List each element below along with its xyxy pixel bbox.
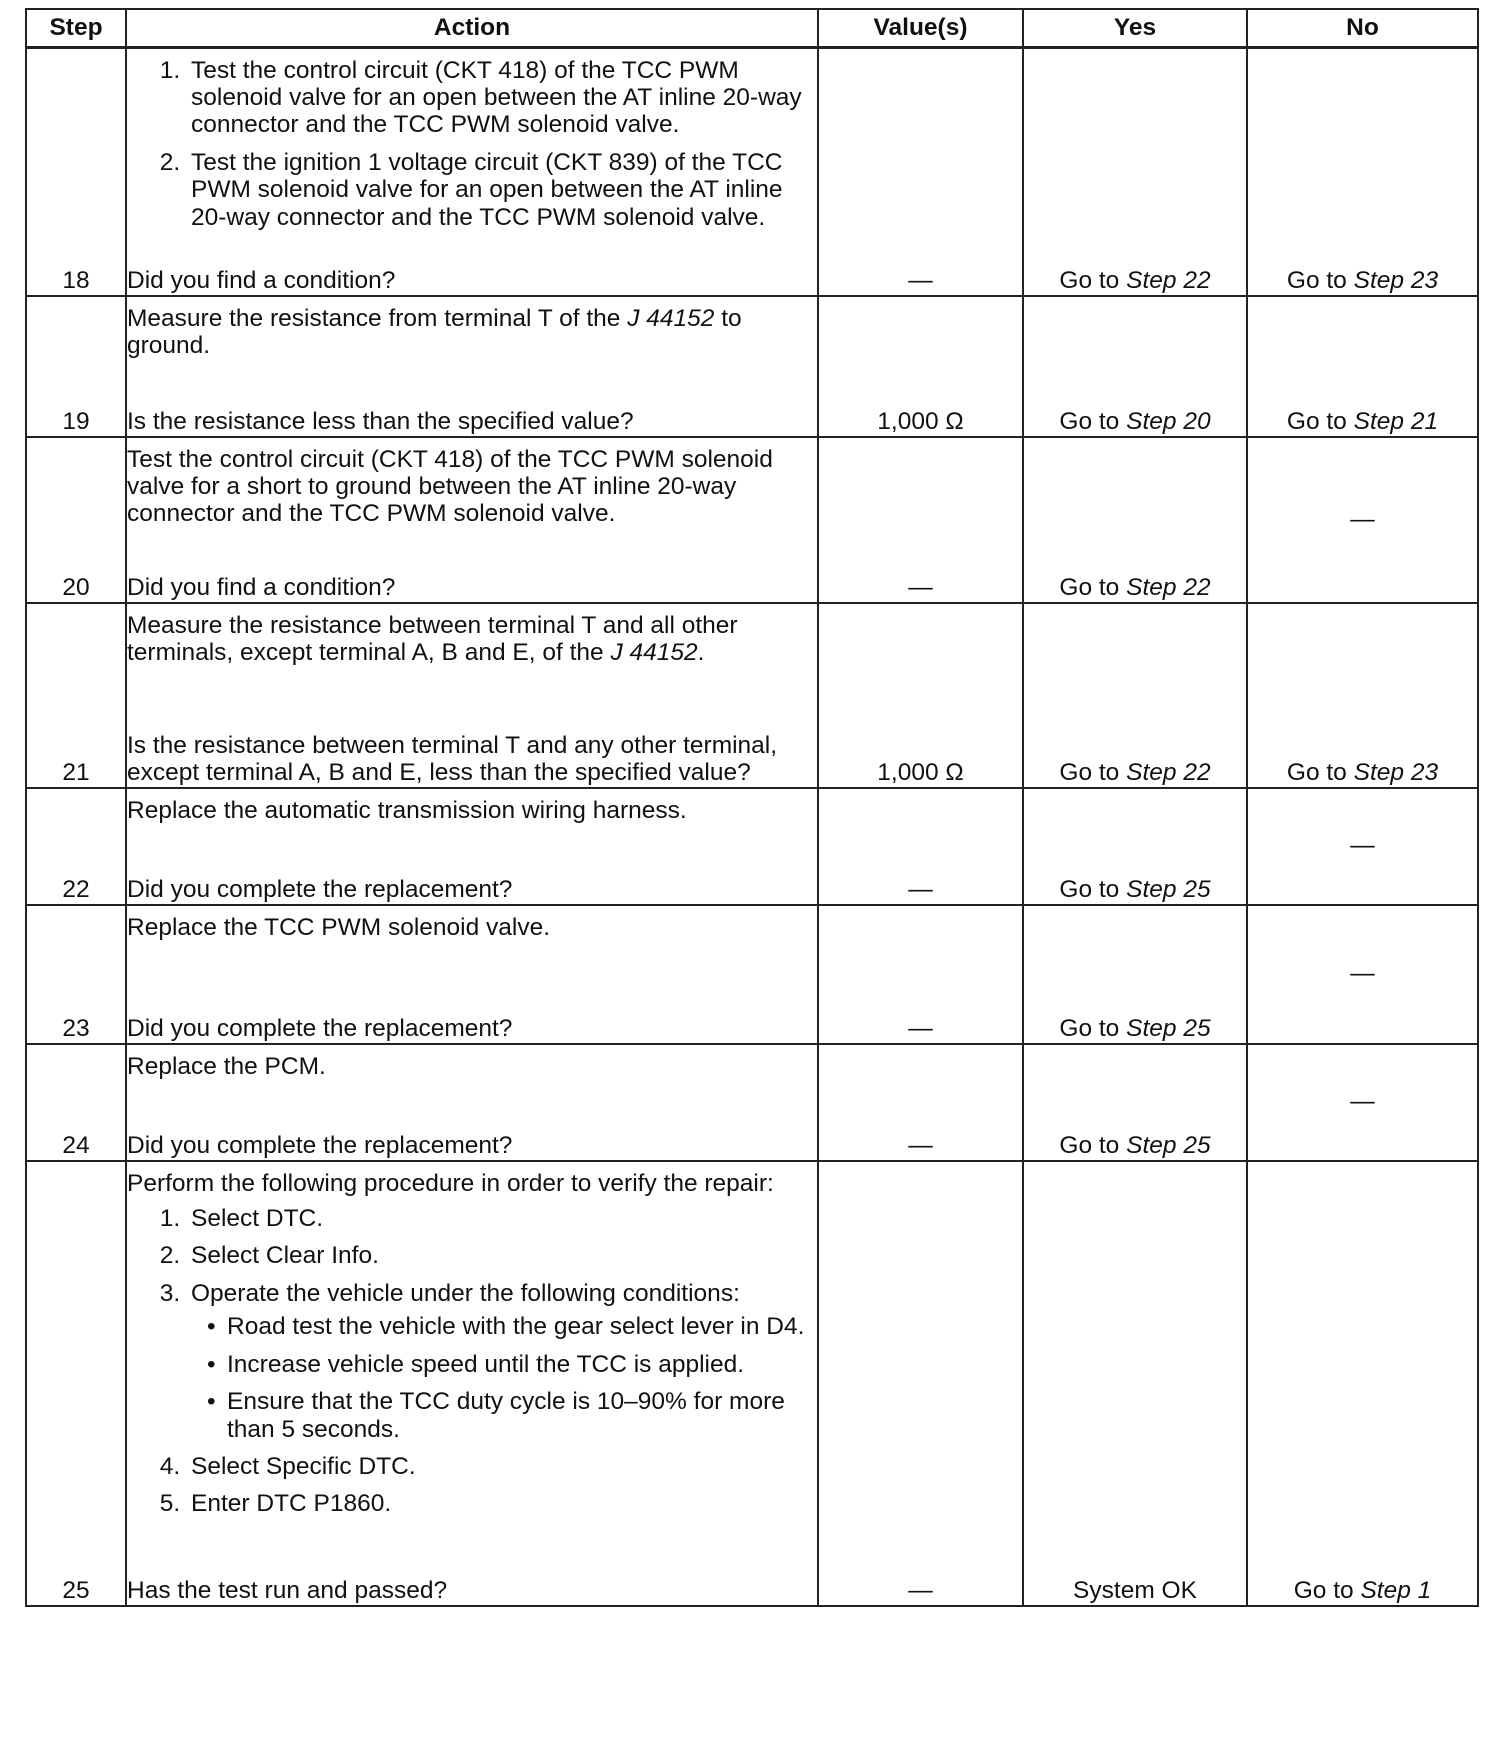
action-question: Is the resistance between terminal T and any other terminal, except terminal A, B and E, less than the specified value? [127, 731, 778, 787]
action-cell [126, 1044, 818, 1161]
goto-label: Go to [1059, 267, 1120, 295]
list-item: 2. Select Clear Info. [187, 1242, 817, 1269]
no-cell [1247, 1161, 1478, 1606]
list-item-text: Operate the vehicle under the following conditions: [191, 1279, 740, 1307]
bullet-item: • Increase vehicle speed until the TCC is applied. [227, 1351, 817, 1378]
action-cell [126, 48, 818, 296]
goto-step-link: Step 23 [1353, 759, 1439, 787]
action-cell [126, 603, 818, 788]
yes-cell [1023, 437, 1247, 603]
action-text: Replace the PCM. [127, 1052, 326, 1080]
action-text-part: to ground. [127, 304, 742, 359]
no-cell [1247, 296, 1478, 437]
goto-step-link: Step 25 [1126, 1015, 1211, 1043]
action-question: Did you complete the replacement? [127, 1132, 513, 1160]
action-text-part: Measure the resistance between terminal T and all other terminals, except terminal A, B and E, of the [127, 611, 738, 666]
value-cell: — [818, 905, 1023, 1044]
no-cell [1247, 48, 1478, 296]
value-cell: 1,000 Ω [818, 296, 1023, 437]
header-yes: Yes [1023, 9, 1247, 48]
step-number: 21 [26, 603, 126, 788]
action-cell [126, 1161, 818, 1606]
goto-label: Go to [1059, 759, 1120, 787]
header-no: No [1247, 9, 1478, 48]
yes-cell [1023, 48, 1247, 296]
goto-label: Go to [1286, 408, 1347, 436]
goto-step-link: Step 22 [1126, 267, 1211, 295]
action-cell [126, 905, 818, 1044]
value-cell: — [818, 437, 1023, 603]
action-text-part: Measure the resistance from terminal T of the [127, 304, 621, 332]
goto-step-link: Step 22 [1126, 759, 1211, 787]
goto-step-link: Step 25 [1126, 1132, 1211, 1160]
numbered-list [127, 57, 817, 242]
goto-step-link: Step 21 [1353, 408, 1439, 436]
goto-label: Go to [1059, 408, 1120, 436]
action-text [127, 305, 817, 360]
yes-cell [1023, 1044, 1247, 1161]
value-cell: — [818, 48, 1023, 296]
value-cell: — [818, 788, 1023, 905]
table-row-step-24 [26, 1044, 1478, 1161]
action-text: Test the control circuit (CKT 418) of the TCC PWM solenoid valve for a short to ground between the AT inline 20-way connector and the TCC PWM solenoid valve. [127, 445, 773, 528]
header-step: Step [26, 9, 126, 48]
value-cell: 1,000 Ω [818, 603, 1023, 788]
goto-label: Go to [1286, 759, 1347, 787]
action-cell [126, 788, 818, 905]
bullet-list [191, 1313, 817, 1443]
no-cell: — [1247, 788, 1478, 905]
action-text [127, 612, 817, 667]
action-text: Replace the automatic transmission wiring harness. [127, 796, 687, 824]
bullet-item: • Ensure that the TCC duty cycle is 10–90% for more than 5 seconds. [227, 1388, 817, 1443]
value-cell: — [818, 1161, 1023, 1606]
step-number: 23 [26, 905, 126, 1044]
action-cell [126, 437, 818, 603]
action-question: Did you find a condition? [127, 267, 396, 295]
action-cell [126, 296, 818, 437]
table-row-step-21 [26, 603, 1478, 788]
table-row-step-22 [26, 788, 1478, 905]
yes-cell [1023, 905, 1247, 1044]
step-number: 25 [26, 1161, 126, 1606]
goto-step-link: Step 22 [1126, 574, 1211, 602]
bullet-item: • Road test the vehicle with the gear select lever in D4. [227, 1313, 817, 1340]
header-row [26, 9, 1478, 48]
step-number: 22 [26, 788, 126, 905]
goto-label: Go to [1293, 1577, 1354, 1605]
diagnostic-table [25, 8, 1479, 1607]
no-cell: — [1247, 1044, 1478, 1161]
table-row-step-23 [26, 905, 1478, 1044]
goto-step-link: Step 20 [1126, 408, 1211, 436]
goto-label: Go to [1059, 876, 1120, 904]
step-number: 24 [26, 1044, 126, 1161]
list-item: 2. Test the ignition 1 voltage circuit (CKT 839) of the TCC PWM solenoid valve for an open between the AT inline 20-way connector and the TCC PWM solenoid valve. [187, 149, 817, 231]
list-item [187, 1280, 817, 1443]
action-text: Replace the TCC PWM solenoid valve. [127, 913, 551, 941]
step-number: 20 [26, 437, 126, 603]
goto-label: Go to [1286, 267, 1347, 295]
list-item: 1. Test the control circuit (CKT 418) of the TCC PWM solenoid valve for an open between the AT inline 20-way connector and the TCC PWM solenoid valve. [187, 57, 817, 139]
goto-step-link: Step 25 [1126, 876, 1211, 904]
no-cell: — [1247, 437, 1478, 603]
step-number: 18 [26, 48, 126, 296]
action-text-part: . [697, 638, 705, 666]
header-value: Value(s) [818, 9, 1023, 48]
yes-cell [1023, 603, 1247, 788]
table-row-step-19 [26, 296, 1478, 437]
action-question: Has the test run and passed? [127, 1577, 448, 1605]
step-number: 19 [26, 296, 126, 437]
no-cell: — [1247, 905, 1478, 1044]
goto-label: Go to [1059, 574, 1120, 602]
table-row-step-18 [26, 48, 1478, 296]
goto-step-link: Step 1 [1360, 1577, 1432, 1605]
list-item: 1. Select DTC. [187, 1205, 817, 1232]
action-text: Perform the following procedure in order to verify the repair: [127, 1169, 774, 1197]
yes-cell: System OK [1023, 1161, 1247, 1606]
list-item: 5. Enter DTC P1860. [187, 1490, 817, 1517]
action-question: Did you complete the replacement? [127, 1015, 513, 1043]
action-question: Did you complete the replacement? [127, 876, 513, 904]
yes-cell [1023, 788, 1247, 905]
tool-reference: J 44152 [627, 304, 715, 332]
table-row-step-20 [26, 437, 1478, 603]
no-cell [1247, 603, 1478, 788]
action-question: Is the resistance less than the specified value? [127, 408, 634, 436]
table-row-step-25 [26, 1161, 1478, 1606]
goto-label: Go to [1059, 1015, 1120, 1043]
list-item: 4. Select Specific DTC. [187, 1453, 817, 1480]
value-cell: — [818, 1044, 1023, 1161]
goto-label: Go to [1059, 1132, 1120, 1160]
yes-cell [1023, 296, 1247, 437]
action-question: Did you find a condition? [127, 574, 396, 602]
numbered-list [127, 1205, 817, 1518]
goto-step-link: Step 23 [1353, 267, 1439, 295]
tool-reference: J 44152 [610, 638, 698, 666]
header-action: Action [126, 9, 818, 48]
